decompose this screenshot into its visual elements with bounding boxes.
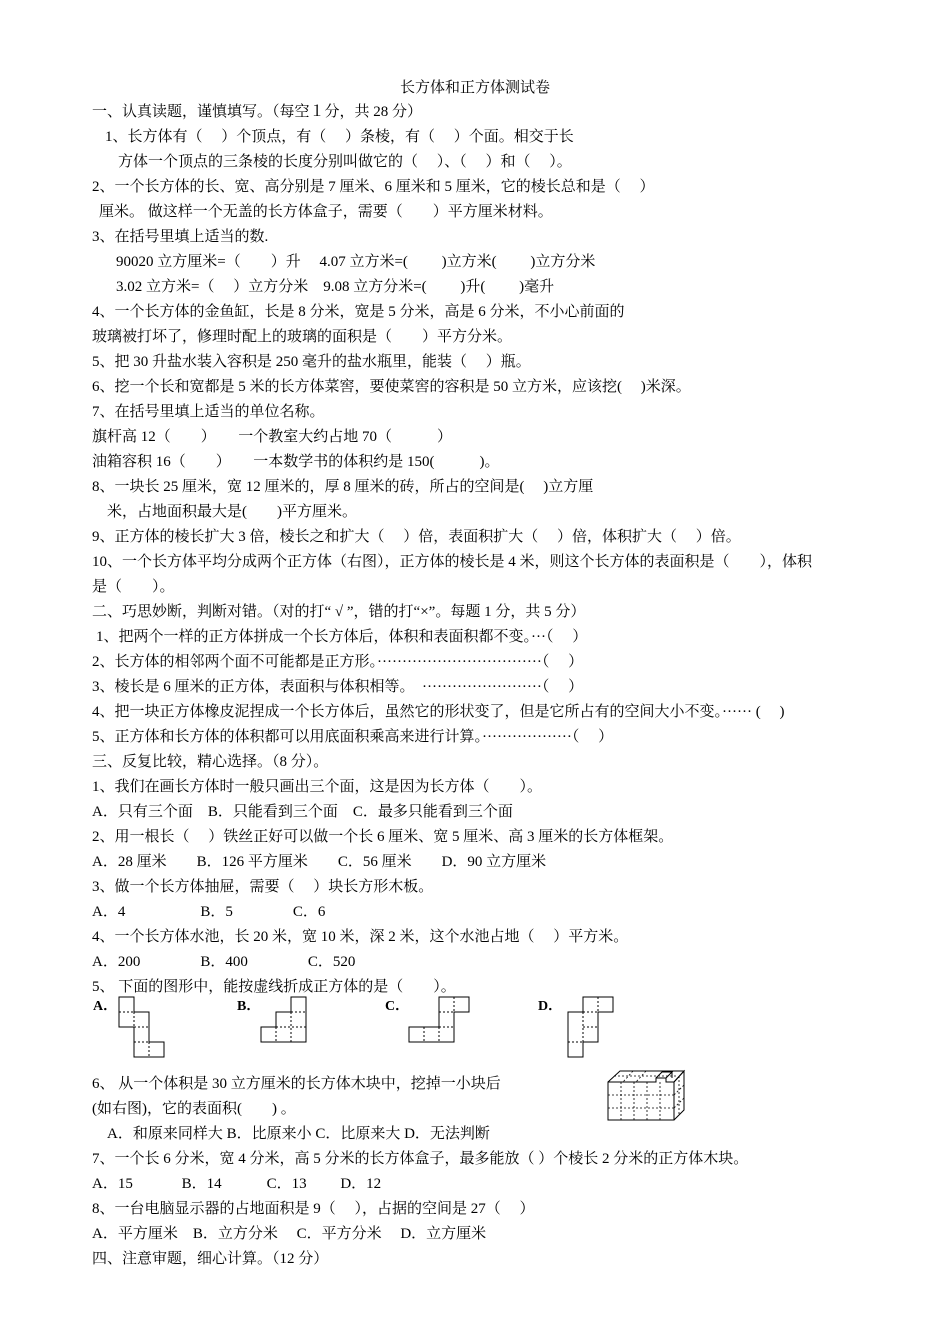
text-line: A．200 B．400 C．520 — [92, 954, 356, 970]
text-line: 3、做一个长方体抽屉，需要（ ）块长方形木板。 — [92, 879, 434, 895]
text-line: 5、正方体和长方体的体积都可以用底面积乘高来进行计算。··················（ ） — [92, 729, 614, 745]
text-line: 8、一块长 25 厘米，宽 12 厘米的，厚 8 厘米的砖，所占的空间是( )立方厘 — [92, 479, 594, 495]
text-line: 2、用一根长（ ）铁丝正好可以做一个长 6 厘米、宽 5 厘米、高 3 厘米的长方体框架。 — [92, 829, 674, 845]
cuboid-figure — [606, 1068, 686, 1122]
text-line: 6、挖一个长和宽都是 5 米的长方体菜窖，要使菜窖的容积是 50 立方米，应该挖( )米深。 — [92, 379, 691, 395]
text-line: 10、一个长方体平均分成两个正方体（右图），正方体的棱长是 4 米，则这个长方体的表面积是（ ），体积 — [92, 554, 813, 570]
text-line: 玻璃被打坏了，修理时配上的玻璃的面积是（ ）平方分米。 — [92, 329, 513, 345]
text-line: 7、在括号里填上适当的单位名称。 — [92, 404, 325, 420]
text-line: 2、长方体的相邻两个面不可能都是正方形。·································（ ） — [92, 654, 584, 670]
text-line: 1、把两个一样的正方体拼成一个长方体后，体积和表面积都不变。···（ ） — [96, 629, 588, 645]
option-label-c: C． — [385, 999, 410, 1014]
net-figure-a — [118, 996, 166, 1060]
text-line: 4、一个长方体水池，长 20 米，宽 10 米，深 2 米，这个水池占地（ ）平方米。 — [92, 929, 629, 945]
text-line: 3、在括号里填上适当的数. — [92, 229, 269, 245]
text-line: 6、 从一个体积是 30 立方厘米的长方体木块中，挖掉一小块后 — [92, 1076, 501, 1092]
option-label-a: A． — [93, 999, 118, 1014]
text-line: A．4 B．5 C．6 — [92, 904, 326, 920]
text-line: 9、正方体的棱长扩大 3 倍，棱长之和扩大（ ）倍，表面积扩大（ ）倍，体积扩大（ ）倍。 — [92, 529, 741, 545]
text-line: 方体一个顶点的三条棱的长度分别叫做它的（ ）、（ ）和（ ）。 — [118, 154, 572, 170]
text-line: 1、我们在画长方体时一般只画出三个面，这是因为长方体（ ）。 — [92, 779, 543, 795]
text-line: A．平方厘米 B．立方分米 C．平方分米 D．立方厘米 — [92, 1226, 487, 1242]
text-line: 7、一个长 6 分米，宽 4 分米，高 5 分米的长方体盒子，最多能放（ ）个棱长 2 分米的正方体木块。 — [92, 1151, 749, 1167]
text-line: A．和原来同样大 B．比原来小 C．比原来大 D．无法判断 — [107, 1126, 490, 1142]
net-figure-c — [408, 996, 470, 1046]
text-line: 米，占地面积最大是( )平方厘米。 — [107, 504, 357, 520]
text-line: 3.02 立方米=（ ）立方分米 9.08 立方分米=( )升( )毫升 — [116, 279, 555, 295]
text-line: 旗杆高 12（ ） 一个教室大约占地 70（ ） — [92, 429, 453, 445]
text-line: 油箱容积 16（ ） 一本数学书的体积约是 150( )。 — [92, 454, 500, 470]
text-line: A．只有三个面 B．只能看到三个面 C．最多只能看到三个面 — [92, 804, 513, 820]
text-line: A．15 B．14 C．13 D．12 — [92, 1176, 382, 1192]
option-label-d: D． — [538, 999, 563, 1014]
text-line: 5、把 30 升盐水装入容积是 250 毫升的盐水瓶里，能装（ ）瓶。 — [92, 354, 531, 370]
text-line: 3、棱长是 6 厘米的正方体，表面积与体积相等。 ························（ ） — [92, 679, 584, 695]
text-line: (如右图)，它的表面积( ) 。 — [92, 1101, 296, 1117]
text-line: 是（ ）。 — [92, 579, 175, 595]
text-line: 二、巧思妙断，判断对错。（对的打“ √ ”，错的打“×”。每题 1 分，共 5 分） — [92, 604, 586, 620]
text-line: 5、 下面的图形中，能按虚线折成正方体的是（ ）。 — [92, 979, 456, 995]
text-line: 4、把一块正方体橡皮泥捏成一个长方体后，虽然它的形状变了，但是它所占有的空间大小不变。······ ( ) — [92, 704, 785, 720]
text-line: 一、认真读题，谨慎填写。（每空１分，共 28 分） — [92, 104, 423, 120]
text-line: 4、一个长方体的金鱼缸，长是 8 分米，宽是 5 分米，高是 6 分米，不小心前面的 — [92, 304, 625, 320]
text-line: 厘米。 做这样一个无盖的长方体盒子，需要（ ）平方厘米材料。 — [99, 204, 553, 220]
text-line: 8、一台电脑显示器的占地面积是 9（ ），占据的空间是 27（ ） — [92, 1201, 535, 1217]
page-title: 长方体和正方体测试卷 — [399, 80, 550, 96]
option-label-b: B． — [237, 999, 261, 1014]
text-line: 90020 立方厘米=（ ）升 4.07 立方米=( )立方米( )立方分米 — [116, 254, 596, 270]
net-figure-b — [260, 996, 310, 1046]
text-line: 三、反复比较，精心选择。（8 分）。 — [92, 754, 329, 770]
text-line: A．28 厘米 B．126 平方厘米 C．56 厘米 D．90 立方厘米 — [92, 854, 547, 870]
text-line: 2、一个长方体的长、宽、高分别是 7 厘米、6 厘米和 5 厘米，它的棱长总和是（ ） — [92, 179, 655, 195]
net-figure-d — [567, 996, 615, 1060]
text-line: 四、注意审题，细心计算。（12 分） — [92, 1251, 329, 1267]
text-line: 1、长方体有（ ）个顶点，有（ ）条棱，有（ ）个面。相交于长 — [105, 129, 574, 145]
